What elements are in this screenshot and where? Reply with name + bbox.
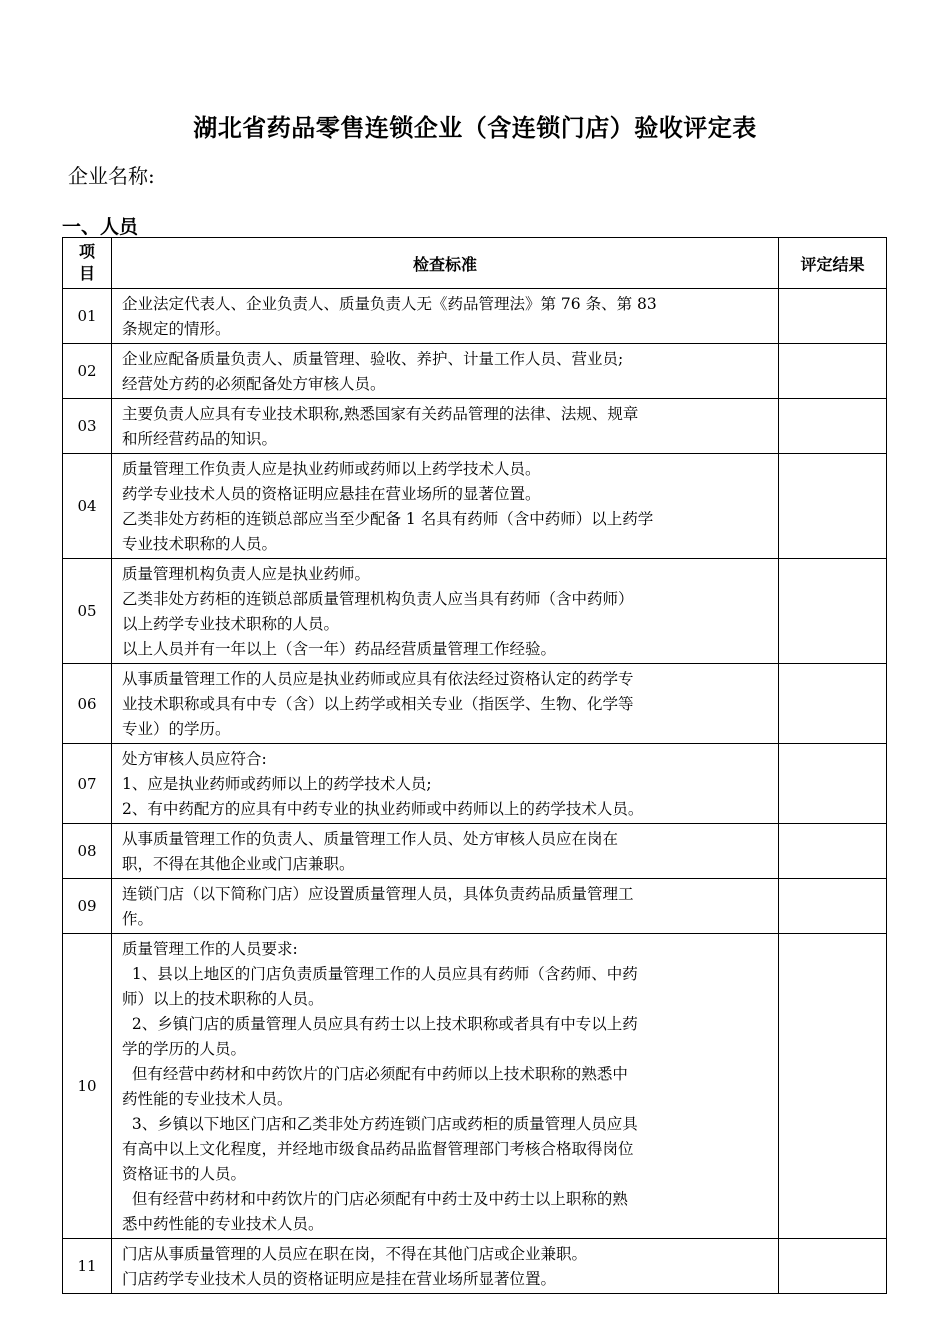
standard-line: 但有经营中药材和中药饮片的门店必须配有中药师以上技术职称的熟悉中 (122, 1065, 628, 1083)
document-title: 湖北省药品零售连锁企业（含连锁门店）验收评定表 (193, 114, 757, 142)
standard-line: 和所经营药品的知识。 (122, 430, 278, 448)
row-number: 10 (63, 934, 112, 1239)
standard-line: 作。 (122, 910, 154, 928)
row-standard (112, 934, 779, 1239)
standard-line: 3、乡镇以下地区门店和乙类非处方药连锁门店或药柜的质量管理人员应具 (122, 1115, 638, 1133)
standard-line: 质量管理工作负责人应是执业药师或药师以上药学技术人员。 (122, 460, 541, 478)
row-standard (112, 399, 779, 454)
header-item (63, 238, 112, 289)
company-name-label: 企业名称: (68, 164, 155, 188)
standard-line: 药学专业技术人员的资格证明应悬挂在营业场所的显著位置。 (122, 485, 541, 503)
standard-line: 以上人员并有一年以上（含一年）药品经营质量管理工作经验。 (122, 640, 557, 658)
table-row (63, 664, 887, 744)
row-standard (112, 344, 779, 399)
header-standard: 检查标准 (112, 238, 779, 289)
standard-line: 1、县以上地区的门店负责质量管理工作的人员应具有药师（含药师、中药 (122, 965, 638, 983)
standard-line: 质量管理工作的人员要求: (122, 940, 298, 958)
standard-line: 从事质量管理工作的人员应是执业药师或应具有依法经过资格认定的药学专 (122, 670, 634, 688)
standard-line: 悉中药性能的专业技术人员。 (122, 1215, 324, 1233)
standard-line: 职，不得在其他企业或门店兼职。 (122, 855, 355, 873)
table-row (63, 744, 887, 824)
row-result-cell[interactable] (779, 454, 887, 559)
table-row (63, 454, 887, 559)
header-result: 评定结果 (779, 238, 887, 289)
row-standard (112, 824, 779, 879)
row-result-cell[interactable] (779, 399, 887, 454)
table-row (63, 289, 887, 344)
standard-line: 专业）的学历。 (122, 720, 231, 738)
row-standard (112, 559, 779, 664)
standard-line: 条规定的情形。 (122, 320, 231, 338)
standard-line: 门店药学专业技术人员的资格证明应是挂在营业场所显著位置。 (122, 1270, 557, 1288)
standard-line: 门店从事质量管理的人员应在职在岗，不得在其他门店或企业兼职。 (122, 1245, 588, 1263)
row-number: 09 (63, 879, 112, 934)
standard-line: 专业技术职称的人员。 (122, 535, 278, 553)
standard-line: 2、乡镇门店的质量管理人员应具有药士以上技术职称或者具有中专以上药 (122, 1015, 638, 1033)
row-result-cell[interactable] (779, 1239, 887, 1294)
row-standard (112, 289, 779, 344)
row-number: 04 (63, 454, 112, 559)
row-standard (112, 879, 779, 934)
row-number: 07 (63, 744, 112, 824)
standard-line: 但有经营中药材和中药饮片的门店必须配有中药士及中药士以上职称的熟 (122, 1190, 628, 1208)
standard-line: 连锁门店（以下简称门店）应设置质量管理人员，具体负责药品质量管理工 (122, 885, 634, 903)
row-number: 05 (63, 559, 112, 664)
standard-line: 资格证书的人员。 (122, 1165, 247, 1183)
row-number: 11 (63, 1239, 112, 1294)
standard-line: 1、应是执业药师或药师以上的药学技术人员; (122, 775, 432, 793)
standard-line: 主要负责人应具有专业技术职称,熟悉国家有关药品管理的法律、法规、规章 (122, 405, 639, 423)
table-header-row (63, 238, 887, 289)
standard-line: 学的学历的人员。 (122, 1040, 247, 1058)
row-result-cell[interactable] (779, 824, 887, 879)
standard-line: 业技术职称或具有中专（含）以上药学或相关专业（指医学、生物、化学等 (122, 695, 634, 713)
standard-line: 有高中以上文化程度，并经地市级食品药品监督管理部门考核合格取得岗位 (122, 1140, 634, 1158)
row-result-cell[interactable] (779, 879, 887, 934)
standard-line: 乙类非处方药柜的连锁总部质量管理机构负责人应当具有药师（含中药师） (122, 590, 634, 608)
row-result-cell[interactable] (779, 664, 887, 744)
table-row (63, 344, 887, 399)
row-number: 02 (63, 344, 112, 399)
standard-line: 处方审核人员应符合: (122, 750, 267, 768)
standard-line: 以上药学专业技术职称的人员。 (122, 615, 340, 633)
standard-line: 企业应配备质量负责人、质量管理、验收、养护、计量工作人员、营业员; (122, 350, 624, 368)
row-result-cell[interactable] (779, 344, 887, 399)
table-row (63, 1239, 887, 1294)
evaluation-table (62, 237, 887, 1294)
standard-line: 经营处方药的必须配备处方审核人员。 (122, 375, 386, 393)
table-row (63, 399, 887, 454)
table-row (63, 879, 887, 934)
standard-line: 质量管理机构负责人应是执业药师。 (122, 565, 371, 583)
table-row (63, 559, 887, 664)
standard-line: 师）以上的技术职称的人员。 (122, 990, 324, 1008)
row-number: 03 (63, 399, 112, 454)
standard-line: 2、有中药配方的应具有中药专业的执业药师或中药师以上的药学技术人员。 (122, 800, 644, 818)
row-standard (112, 1239, 779, 1294)
table-row (63, 824, 887, 879)
row-result-cell[interactable] (779, 289, 887, 344)
table-row (63, 934, 887, 1239)
row-standard (112, 664, 779, 744)
standard-line: 从事质量管理工作的负责人、质量管理工作人员、处方审核人员应在岗在 (122, 830, 619, 848)
standard-line: 乙类非处方药柜的连锁总部应当至少配备 1 名具有药师（含中药师）以上药学 (122, 510, 654, 528)
section-title: 一、人员 (62, 216, 139, 238)
header-item-label: 项 目 (78, 242, 95, 283)
row-standard (112, 744, 779, 824)
row-number: 08 (63, 824, 112, 879)
row-result-cell[interactable] (779, 744, 887, 824)
row-number: 01 (63, 289, 112, 344)
row-result-cell[interactable] (779, 934, 887, 1239)
row-standard (112, 454, 779, 559)
row-number: 06 (63, 664, 112, 744)
row-result-cell[interactable] (779, 559, 887, 664)
standard-line: 药性能的专业技术人员。 (122, 1090, 293, 1108)
standard-line: 企业法定代表人、企业负责人、质量负责人无《药品管理法》第 76 条、第 83 (122, 295, 657, 313)
